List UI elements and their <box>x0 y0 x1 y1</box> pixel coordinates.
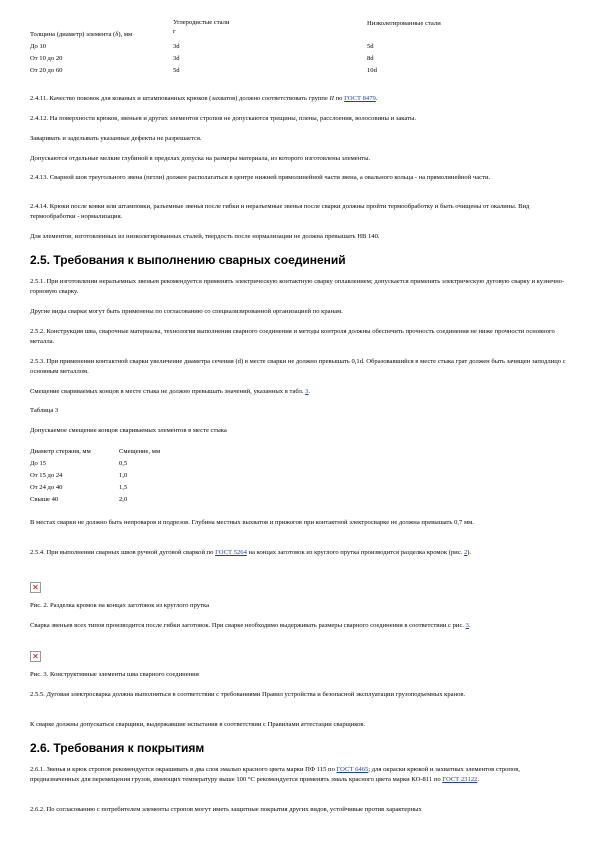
group-number: II <box>329 95 334 102</box>
paragraph-text: Сварка звеньев всех типов производится после гибки заготовок. При сварке необходимо выдерживать размеры сварного соединения в соответствии с рис. <box>30 622 466 629</box>
table-cell: 3d <box>173 43 180 50</box>
table-cell: От 24 до 40 <box>30 484 63 491</box>
table-link[interactable]: 3 <box>305 388 309 395</box>
figure-link[interactable]: 3 <box>465 622 469 629</box>
gost-link[interactable]: ГОСТ 5264 <box>215 549 247 556</box>
table-cell: 2,0 <box>119 496 128 503</box>
table-cell: 8d <box>367 55 374 62</box>
paragraph-2-5-2: 2.5.2. Конструкция шва, сварочные материалы, технология выполнения сварного соединения и методы контроля должны обеспечить прочность соединения не ниже прочности основного металла. <box>30 328 555 345</box>
figure-link[interactable]: 2 <box>463 549 468 556</box>
table-row <box>30 41 570 53</box>
figure-3-caption: Рис. 3. Конструктивные элементы шва сварного соединения <box>30 671 199 678</box>
paragraph-text: ; для окраски крюкой и захватных элементов стропов, предназначенных для перемещения грузов, имеющих температуру выше 100 °С рекомендуется применять эмаль красного цвета марки КО-811 по <box>30 766 520 783</box>
paragraph-welding-links <box>30 621 570 631</box>
table-row <box>30 65 570 77</box>
table-header-cell: Смещение, мм <box>119 448 161 455</box>
paragraph-defects: В местах сварки не должно быть непроваров и подрезов. Глубина местных выхватов и прижогов при контактной электросварке не должна превышать 0,7 мм. <box>30 519 474 526</box>
table-cell: От 10 до 20 <box>30 55 63 62</box>
table-row <box>30 494 160 506</box>
table-cell: До 10 <box>30 43 47 50</box>
figure-2-caption: Рис. 2. Разделка кромок на концах заготовок из круглого прутка <box>30 602 210 609</box>
paragraph-text: . <box>375 95 378 102</box>
table-cell: До 15 <box>30 460 47 467</box>
paragraph-text: 2.5.4. При выполнении сварных швов ручной дуговой сваркой по <box>30 549 216 556</box>
table-3 <box>30 446 160 506</box>
paragraph-2-5-3: 2.5.3. При применении контактной сварки увеличение диаметра сечения (d) в месте сварки не должно превышать 0,1d. Образовавшийся в месте стыка грат должен быть зачищен заподлицо с основным металлом. <box>30 358 566 375</box>
table-cell: 5d <box>173 67 180 74</box>
table-1 <box>30 18 570 77</box>
paragraph-text: . <box>477 775 480 783</box>
section-heading-2-6: 2.6. Требования к покрытиям <box>30 741 205 755</box>
table-cell: 5d <box>367 43 374 50</box>
table-header-row <box>30 446 160 458</box>
paragraph-2-6-2: 2.6.2. По согласованию с потребителем элементы стропов могут иметь защитные покрытия других видов, устойчивые против характерных <box>30 806 422 813</box>
gost-link[interactable]: ГОСТ 6465 <box>336 766 369 773</box>
paragraph-2-5-5: 2.5.5. Дуговая электросварка должна выполняться в соответствии с требованиями Правил устройства и безопасной эксплуатации грузоподъемных кранов. <box>30 691 466 698</box>
gost-link[interactable]: ГОСТ 8479 <box>344 95 376 102</box>
paragraph-offset <box>30 387 570 397</box>
table-cell: 1,0 <box>119 472 128 479</box>
paragraph-text: . <box>308 388 311 395</box>
paragraph-2-6-1 <box>30 765 570 784</box>
table-row <box>30 482 160 494</box>
paragraph-welders: К сварке должны допускаться сварщики, выдержавшие испытания в соответствии с Правилами аттестации сварщиков. <box>30 721 366 728</box>
table-cell: 3d <box>173 55 180 62</box>
paragraph-hardness: Для элементов, изготовленных из низколегированных сталей, твердость после нормализации не должна превышать НВ 140. <box>30 233 380 240</box>
table-header-cell: Диаметр стержня, мм <box>30 448 91 455</box>
table-row <box>30 458 160 470</box>
paragraph-text: Смещение свариваемых концов в месте стыка не должно превышать значений, указанных в табл. <box>30 388 306 395</box>
broken-image-icon: ✕ <box>30 582 41 593</box>
table-row <box>30 53 570 65</box>
section-heading-2-5: 2.5. Требования к выполнению сварных соединений <box>30 253 346 267</box>
table-row <box>30 470 160 482</box>
paragraph-no-welding: Заваривать и заделывать указанные дефекты не разрешается. <box>30 135 202 142</box>
paragraph-text: . <box>468 622 471 629</box>
paragraph-text: по <box>333 95 345 102</box>
paragraph-text: 2.6.1. Звенья и крюк стропов рекомендуется окрашивать в два слоя эмалью красного цвета марки ПФ 115 по <box>30 766 337 773</box>
table-cell: От 15 до 24 <box>30 472 63 479</box>
paragraph-2-5-4 <box>30 548 570 558</box>
broken-image-icon: ✕ <box>30 651 41 662</box>
paragraph-2-5-1: 2.5.1. При изготовлении неразъемных звеньев рекомендуется применять электрическую контактную сварку оплавлением; допускается применять электрическую дуговую сварку и кузнечно-горновую сварку. <box>30 278 565 295</box>
paragraph-allowed: Допускаются отдельные мелкие глубиной в пределах допуска на размеры материала, из которого изготовлены элементы. <box>30 155 371 162</box>
gost-link[interactable]: ГОСТ 23122 <box>442 775 478 783</box>
paragraph-2-4-13: 2.4.13. Сварной шов треугольного звена (петли) должен располагаться в центре нижней прямолинейной части звена, а овального кольца - на прямолинейной части. <box>30 174 491 181</box>
table-cell: Свыше 40 <box>30 496 59 503</box>
paragraph-text: на концах заготовок из круглого прутка производится разделка кромок (рис. <box>246 549 464 556</box>
table-header-row <box>30 18 570 41</box>
table-header-cell: Углеродистые стали г <box>173 19 230 35</box>
table-cell: От 20 до 60 <box>30 67 63 74</box>
paragraph-text: ). <box>467 549 472 556</box>
table-3-caption: Допускаемое смещение концов свариваемых элементов в месте стыка <box>30 427 227 434</box>
paragraph-other-welding: Другие виды сварки могут быть применены по согласованию со специализированной организацией по кранам. <box>30 308 343 315</box>
table-header-cell: Низколегированные стали <box>367 20 441 27</box>
paragraph-2-4-12: 2.4.12. На поверхности крюков, звеньев и других элементов стропов не допускаются трещины, плены, расслоения, волосовины и закаты. <box>30 115 417 122</box>
table-cell: 0,5 <box>119 460 128 467</box>
table-cell: 1,5 <box>119 484 128 491</box>
table-cell: 10d <box>367 67 377 74</box>
paragraph-2-4-14: 2.4.14. Крюки после ковки или штамповки, разъемные звенья после гибки и неразъемные звенья после сварки должны пройти термообработку и быть очищены от окалины. Вид термообработки - нормализация. <box>30 203 530 220</box>
paragraph-text: 2.4.11. Качество поковок для кованых и штампованных крюков (захватов) должно соответствовать группе <box>30 95 330 102</box>
paragraph-2-4-11 <box>30 94 570 104</box>
table-3-title: Таблица 3 <box>30 407 59 414</box>
table-header-cell: Толщина (диаметр) элемента (δ), мм <box>30 31 133 38</box>
